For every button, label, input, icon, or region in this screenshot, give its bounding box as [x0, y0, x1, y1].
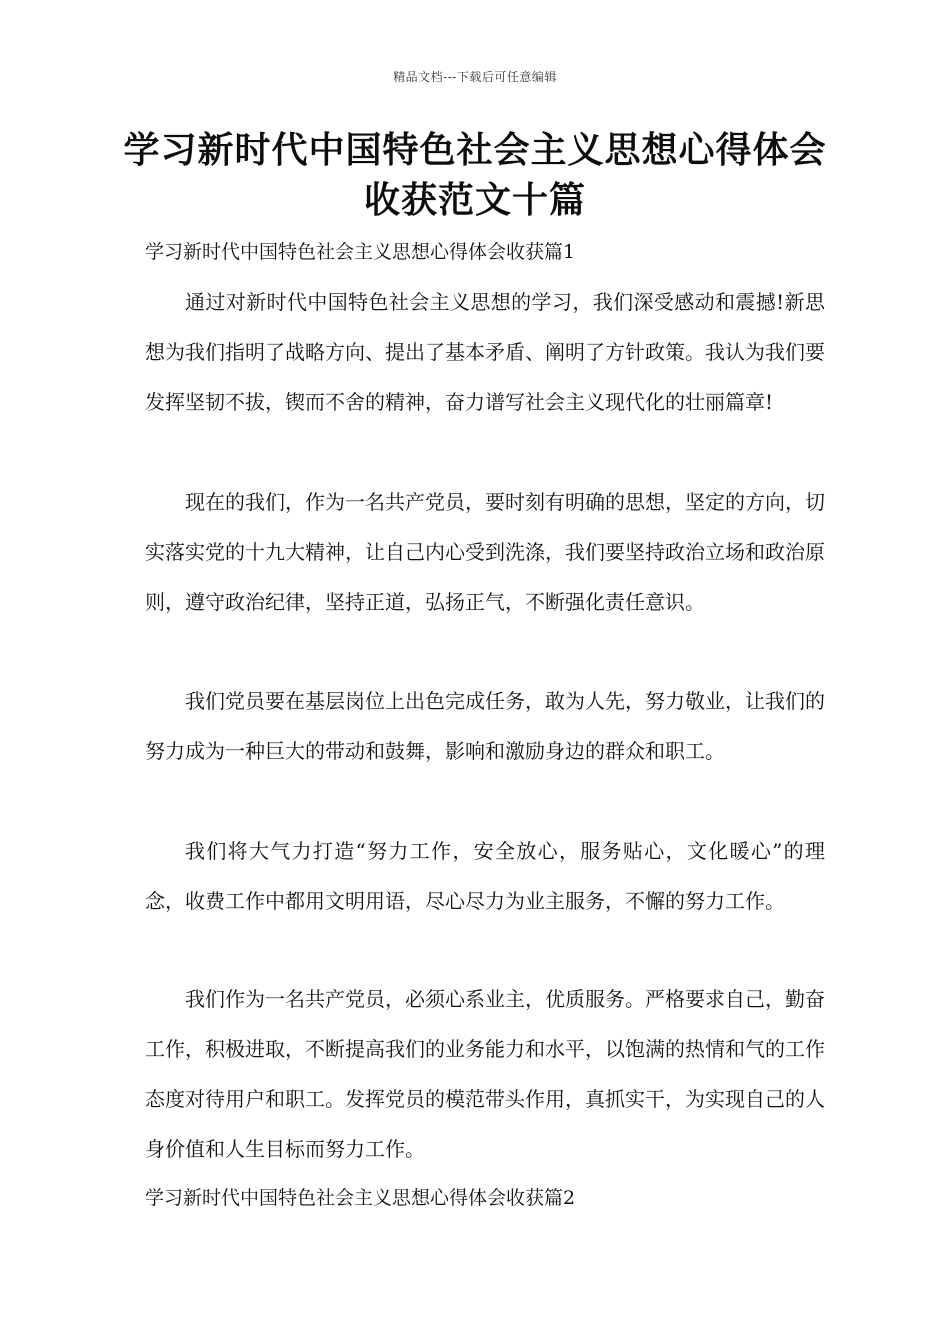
paragraph-2: 现在的我们，作为一名共产党员，要时刻有明确的思想，坚定的方向，切实落实党的十九大精神，让自己内心受到洗涤，我们要坚持政治立场和政治原则，遵守政治纪律，坚持正道，弘扬正气，不断强化责任意识。	[145, 490, 825, 614]
page-title: 学习新时代中国特色社会主义思想心得体会收获范文十篇	[123, 130, 827, 221]
header-note: 精品文档---下载后可任意编辑	[393, 70, 557, 84]
section-heading-2: 学习新时代中国特色社会主义思想心得体会收获篇2	[145, 1187, 576, 1209]
section-heading-1: 学习新时代中国特色社会主义思想心得体会收获篇1	[145, 241, 576, 263]
paragraph-1: 通过对新时代中国特色社会主义思想的学习，我们深受感动和震撼!新思想为我们指明了战略方向、提出了基本矛盾、阐明了方针政策。我认为我们要发挥坚韧不拔，锲而不舍的精神，奋力谱写社会主义现代化的壮丽篇章!	[145, 290, 825, 414]
paragraph-5: 我们作为一名共产党员，必须心系业主，优质服务。严格要求自己，勤奋工作，积极进取，不断提高我们的业务能力和水平，以饱满的热情和气的工作态度对待用户和职工。发挥党员的模范带头作用，真抓实干，为实现自己的人身价值和人生目标而努力工作。	[145, 987, 825, 1161]
paragraph-4: 我们将大气力打造“努力工作，安全放心，服务贴心，文化暖心”的理念，收费工作中都用文明用语，尽心尽力为业主服务，不懈的努力工作。	[145, 839, 825, 913]
paragraph-3: 我们党员要在基层岗位上出色完成任务，敢为人先，努力敬业，让我们的努力成为一种巨大的带动和鼓舞，影响和激励身边的群众和职工。	[145, 689, 825, 763]
